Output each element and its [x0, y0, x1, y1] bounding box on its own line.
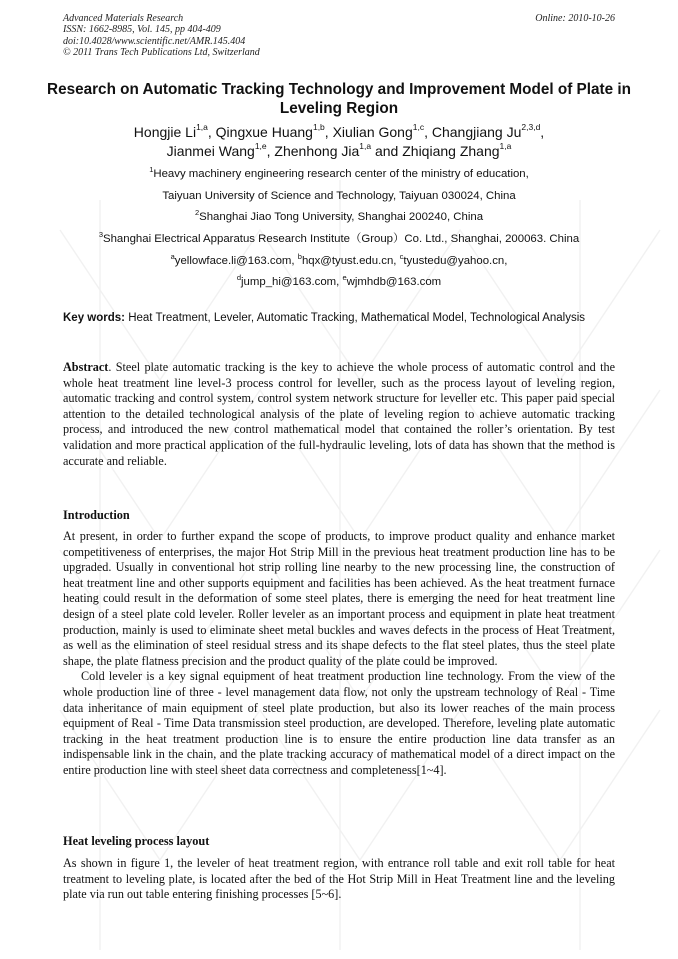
- author-name: Jianmei Wang: [166, 143, 255, 159]
- author-affil: 1,a: [499, 141, 512, 152]
- copyright-line: © 2011 Trans Tech Publications Ltd, Switzerland: [63, 47, 260, 59]
- author-affil: 1,c: [412, 122, 425, 133]
- intro-paragraph-1: At present, in order to further expand the scope of products, to improve product quality and enhance market competitiveness of enterprises, the major Hot Strip Mill in the previous heat treatment production line has to be upgraded. Usually in conventional hot strip rolling line nearby to the new processing line, the construction of heat treatment line and other supports equipment and facilities has been achieved. As the heat treatment furnace heating could result in the deformation of some steel plates, there is emerging the need for heat treatment line design of a steel plate cold leveler. Roller leveler as an important process and equipment in plate heat treatment production, mainly is used to eliminate sheet metal buckles and waves defects in the process of Heat Treatment, as well as the elimination of steel residual stress and its shape defects to the flat steel plates, thus the steel plate shape, the plate flatness precision and the product quality of the plate could be improved.: [63, 529, 615, 668]
- section-body: [63, 856, 615, 903]
- keywords-label: Key words:: [63, 312, 125, 324]
- section-heading: Heat leveling process layout: [63, 834, 210, 848]
- abstract-label: Abstract: [63, 360, 109, 374]
- author-affil: 1,a: [196, 122, 208, 133]
- author-affil: 1,e: [254, 141, 267, 152]
- email-address: wjmhdb@163.com: [346, 276, 442, 288]
- author-affil: 1,b: [312, 122, 325, 133]
- journal-name: Advanced Materials Research: [63, 13, 184, 24]
- email-marker: d: [236, 273, 241, 283]
- affiliation-3: [20, 232, 658, 246]
- paper-title: Research on Automatic Tracking Technology and Improvement Model of Plate in Leveling Region: [47, 81, 631, 117]
- email-marker: b: [297, 252, 302, 262]
- author-affil: 2,3,d: [521, 122, 541, 133]
- emails-line-1: [20, 254, 658, 268]
- author-name: Zhiqiang Zhang: [402, 143, 500, 159]
- email-address: jump_hi@163.com,: [241, 276, 340, 288]
- affil-text: Heavy machinery engineering research center of the ministry of education,: [153, 168, 529, 180]
- section-paragraph-1: As shown in figure 1, the leveler of heat treatment region, with entrance roll table and exit roll table for heat treatment to leveling plate, is located after the bed of the Hot Strip Mill in Heat Treatment line and the leveling plate via run out table entering finishing processes [5~6].: [63, 856, 615, 902]
- author-name: Xiulian Gong: [332, 124, 413, 140]
- keywords: [63, 311, 615, 326]
- affil-marker: 3: [98, 230, 103, 240]
- email-marker: e: [342, 273, 347, 283]
- author-affil: 1,a: [359, 141, 372, 152]
- email-address: tyustedu@yahoo.cn,: [403, 255, 508, 267]
- affiliation-2: [20, 210, 658, 224]
- email-address: yellowface.li@163.com,: [174, 255, 295, 267]
- author-name: Zhenhong Jia: [274, 143, 360, 159]
- emails-line-2: [20, 275, 658, 289]
- online-date: Online: 2010-10-26: [535, 13, 615, 24]
- email-address: hqx@tyust.edu.cn,: [301, 255, 397, 267]
- email-marker: a: [170, 252, 175, 262]
- affil-text: Shanghai Electrical Apparatus Research Institute（Group）Co. Ltd., Shanghai, 200063. China: [103, 233, 580, 245]
- affil-marker: 2: [194, 208, 200, 218]
- author-name: Hongjie Li: [133, 124, 197, 140]
- abstract: [63, 360, 615, 469]
- journal-header: [63, 13, 260, 59]
- abstract-text: . Steel plate automatic tracking is the key to achieve the whole process of automatic control and the whole heat treatment line level-3 process control for leveller, such as the process layout of leveling region, automatic tracking and control system, control system network structure for leveller etc. This paper paid special attention to the detailed technological analysis of the plate of leveling region to achieve automatic tracking process, and introduced the new control mathematical model that contained the roller’s orientation. By test validation and more practical application of the full-hydraulic leveling, lots of data has shown that the method is accurate and reliable.: [63, 360, 615, 468]
- affil-text: Shanghai Jiao Tong University, Shanghai 200240, China: [199, 211, 484, 223]
- email-marker: c: [399, 252, 404, 262]
- affil-marker: 1: [149, 165, 154, 175]
- affiliation-1-line-1: [20, 167, 658, 181]
- introduction-heading: Introduction: [63, 508, 130, 522]
- author-name: Changjiang Ju: [431, 124, 522, 140]
- keywords-text: Heat Treatment, Leveler, Automatic Tracking, Mathematical Model, Technological Analysis: [128, 312, 586, 324]
- issn-line: ISSN: 1662-8985, Vol. 145, pp 404-409: [63, 24, 221, 36]
- author-name: Qingxue Huang: [215, 124, 313, 140]
- intro-paragraph-2: Cold leveler is a key signal equipment of heat treatment production line technology. From the view of the whole production line of three - level management data flow, not only the upstream technology of Real - Time data inheritance of main equipment of steel plate production, but also its lower reaches of the main process equipment of Real - Time Data transmission steel production, are developed. Therefore, leveling plate automatic tracking in the heat treatment production line is to ensure the entire production line data transfer as an indispensable link in the chain, and the plate tracking accuracy of mathematical model of a direct impact on the entire production line with steel sheet data correctness and completeness[1~4].: [63, 669, 615, 777]
- affiliation-1-line-2: Taiyuan University of Science and Technology, Taiyuan 030024, China: [162, 190, 516, 202]
- doi-line: doi:10.4028/www.scientific.net/AMR.145.404: [63, 35, 246, 47]
- introduction-body: [63, 529, 615, 779]
- author-list: Hongjie Li$^{1,a}$, Qingxue Huang$^{1,b}$, Xiulian Gong$^{1,c}$, Changjiang Ju$^{2,3,d}$, Jianmei Wang$^{1,e}$, Zhenhong Jia$^{1,a}$ and Zhiqiang Zhang$^{1,a}$: [133, 122, 545, 159]
